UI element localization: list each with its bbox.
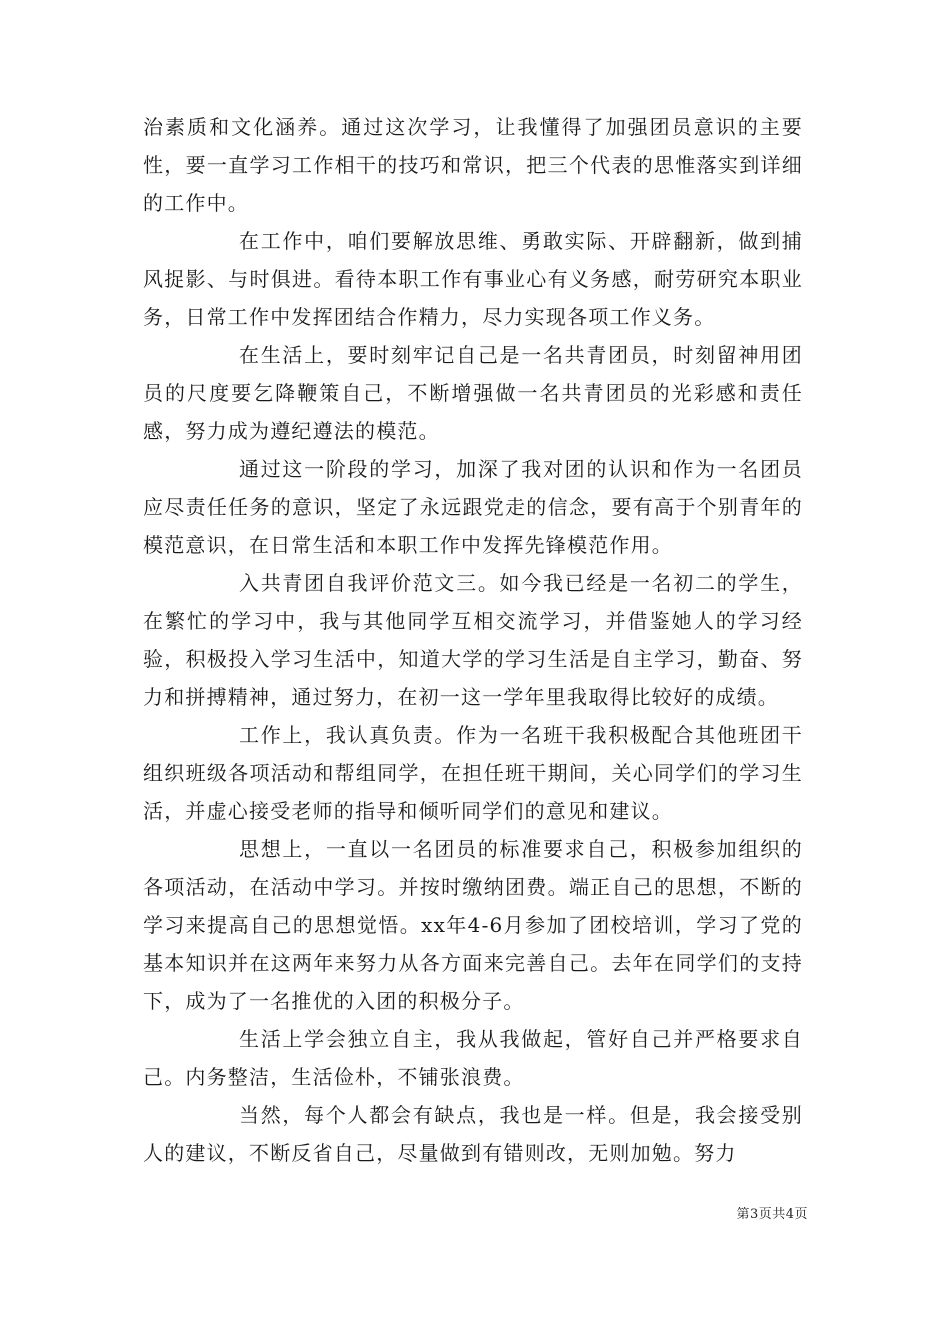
paragraph-9: 当然，每个人都会有缺点，我也是一样。但是，我会接受别人的建议，不断反省自己，尽量做到有错则改，无则加勉。努力 [143,1103,803,1165]
paragraph-7: 思想上，一直以一名团员的标准要求自己，积极参加组织的各项活动，在活动中学习。并按时缴纳团费。端正自己的思想，不断的学习来提高自己的思想觉悟。xx年4-6月参加了团校培训，学习了党的基本知识并在这两年来努力从各方面来完善自己。去年在同学们的支持下，成为了一名推优的入团的积极分子。 [143,837,803,1013]
paragraph-2: 在工作中，咱们要解放思维、勇敢实际、开辟翻新，做到捕风捉影、与时俱进。看待本职工作有事业心有义务感，耐劳研究本职业务，日常工作中发挥团结合作精力，尽力实现各项工作义务。 [143,229,803,329]
paragraph-6: 工作上，我认真负责。作为一名班干我积极配合其他班团干组织班级各项活动和帮组同学，在担任班干期间，关心同学们的学习生活，并虚心接受老师的指导和倾听同学们的意见和建议。 [143,723,803,823]
paragraph-8: 生活上学会独立自主，我从我做起，管好自己并严格要求自己。内务整洁，生活俭朴，不铺张浪费。 [143,1027,803,1089]
page-number-footer: 第3页共4页 [736,1207,808,1222]
document-body [143,108,803,1172]
paragraph-4: 通过这一阶段的学习，加深了我对团的认识和作为一名团员应尽责任任务的意识，坚定了永远跟党走的信念，要有高于个别青年的模范意识，在日常生活和本职工作中发挥先锋模范作用。 [143,457,803,557]
paragraph-3: 在生活上，要时刻牢记自己是一名共青团员，时刻留神用团员的尺度要乞降鞭策自己，不断增强做一名共青团员的光彩感和责任感，努力成为遵纪遵法的模范。 [143,343,803,443]
paragraph-1: 治素质和文化涵养。通过这次学习，让我懂得了加强团员意识的主要性，要一直学习工作相干的技巧和常识，把三个代表的思惟落实到详细的工作中。 [143,115,803,215]
paragraph-5: 入共青团自我评价范文三。如今我已经是一名初二的学生，在繁忙的学习中，我与其他同学互相交流学习，并借鉴她人的学习经验，积极投入学习生活中，知道大学的学习生活是自主学习，勤奋、努力和拼搏精神，通过努力，在初一这一学年里我取得比较好的成绩。 [143,571,803,709]
